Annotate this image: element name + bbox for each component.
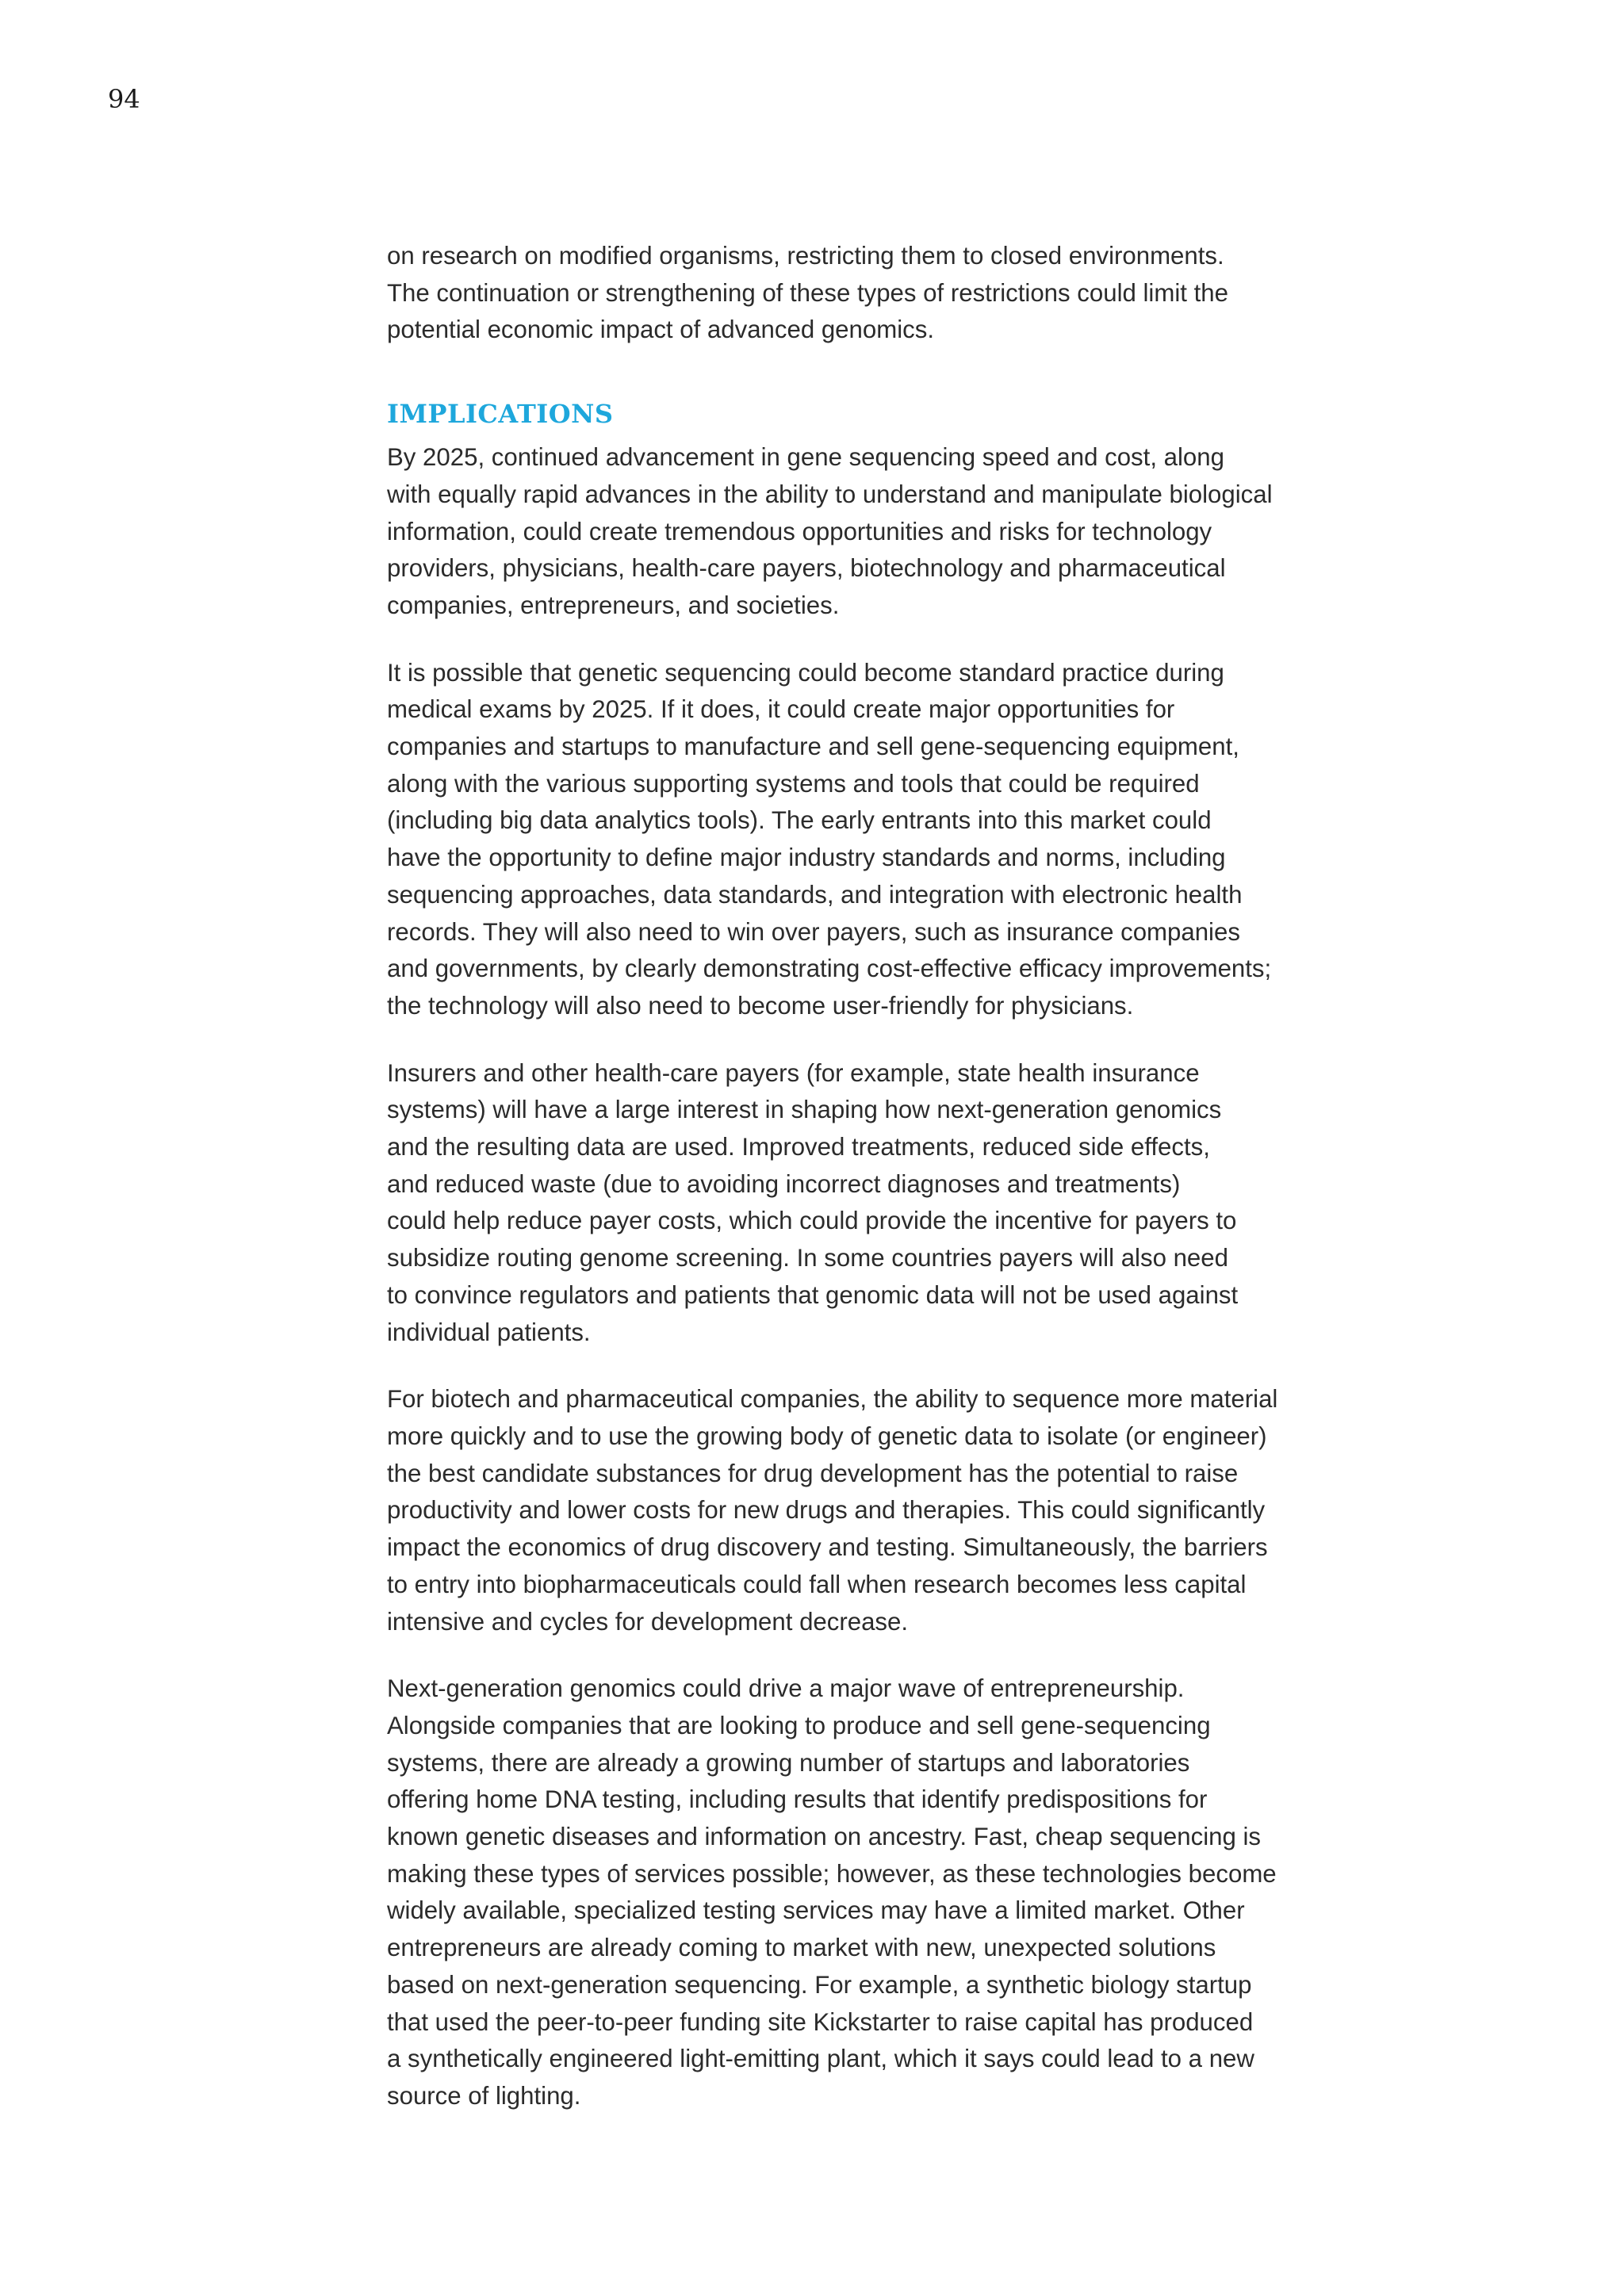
main-content (387, 238, 1370, 2145)
paragraph-sequencing-practice: It is possible that genetic sequencing could become standard practice during medical exams by 2025. If it does, it could create major opportunities for companies and startups to manufacture and sell gene-sequencing equipment, along with the various supporting systems and tools that could be required (including big data analytics tools). The early entrants into this market could have the opportunity to define major industry standards and norms, including sequencing approaches, data standards, and integration with electronic health records. They will also need to win over payers, such as insurance companies and governments, by clearly demonstrating cost-effective efficacy improvements; the technology will also need to become user-friendly for physicians. (387, 658, 1272, 1020)
paragraph-entrepreneurship: Next-generation genomics could drive a major wave of entrepreneurship. Alongside companies that are looking to produce and sell gene-sequencing systems, there are already a growing number of startups and laboratories offering home DNA testing, including results that identify predispositions for known genetic diseases and information on ancestry. Fast, cheap sequencing is making these types of services possible; however, as these technologies become widely available, specialized testing services may have a limited market. Other entrepreneurs are already coming to market with new, unexpected solutions based on next-generation sequencing. For example, a synthetic biology startup that used the peer-to-peer funding site Kickstarter to raise capital has produced a synthetically engineered light-emitting plant, which it says could lead to a new source of lighting. (387, 1674, 1277, 2110)
page-number: 94 (108, 84, 140, 114)
paragraph-biotech: For biotech and pharmaceutical companies, the ability to sequence more material more quickly and to use the growing body of genetic data to isolate (or engineer) the best candidate substances for drug development has the potential to raise productivity and lower costs for new drugs and therapies. This could significantly impact the economics of drug discovery and testing. Simultaneously, the barriers to entry into biopharmaceuticals could fall when research becomes less capital intensive and cycles for development decrease. (387, 1385, 1278, 1636)
paragraph-overview: By 2025, continued advancement in gene sequencing speed and cost, along with equally rapid advances in the ability to understand and manipulate biological information, could create tremendous opportunities and risks for technology providers, physicians, health-care payers, biotechnology and pharmaceutical companies, entrepreneurs, and societies. (387, 443, 1273, 619)
paragraph-insurers: Insurers and other health-care payers (for example, state health insurance systems) will have a large interest in shaping how next-generation genomics and the resulting data are used. Improved treatments, reduced side effects, and reduced waste (due to avoiding incorrect diagnoses and treatments) could help reduce payer costs, which could provide the incentive for payers to subsidize routing genome screening. In some countries payers will also need to convince regulators and patients that genomic data will not be used against individual patients. (387, 1058, 1239, 1346)
section-heading: IMPLICATIONS (387, 399, 614, 430)
intro-paragraph: on research on modified organisms, restricting them to closed environments. The continuation or strengthening of these types of restrictions could limit the potential economic impact of advanced genomics. (387, 242, 1228, 344)
